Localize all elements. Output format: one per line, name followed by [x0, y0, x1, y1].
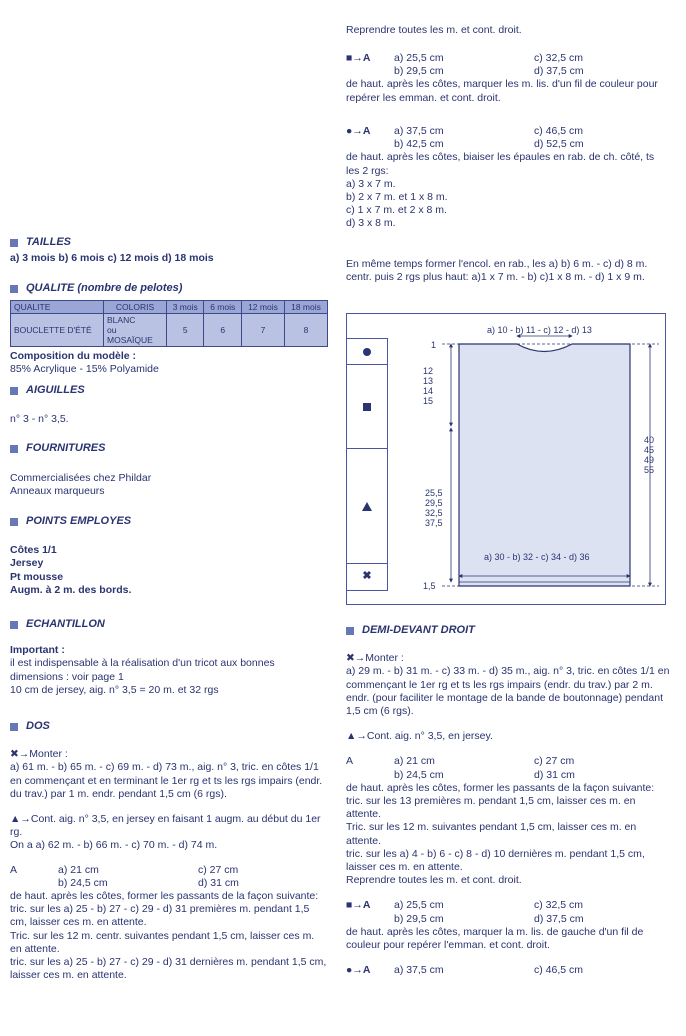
section-heading: TAILLES — [10, 236, 328, 249]
stitch-count: On a a) 62 m. - b) 66 m. - c) 70 m. - d) 74 m. — [10, 839, 218, 852]
measure-value: a) 21 cm — [394, 755, 435, 768]
yarn-name-cell: BOUCLETTE D'ÉTÉ — [11, 314, 104, 347]
instruction-text: de haut. après les côtes, marquer les m. lis. d'un fil de couleur pour repérer les emman. et cont. droit. — [346, 78, 658, 104]
armhole-value: 14 — [423, 386, 434, 396]
square-arrow-marker: ■→A — [346, 52, 371, 64]
lower-value: 37,5 — [425, 518, 443, 528]
gauge-text: 10 cm de jersey, aig. n° 3,5 = 20 m. et 32 rgs — [10, 683, 219, 696]
bullet-square-icon — [10, 518, 18, 526]
demi-devant-section — [346, 624, 670, 977]
supplies-line: Anneaux marqueurs — [10, 485, 105, 498]
yarn-table — [10, 300, 328, 347]
bullet-square-icon — [10, 239, 18, 247]
stitch-item: Pt mousse — [10, 570, 64, 583]
supplies-line: Commercialisées chez Phildar — [10, 472, 152, 485]
gauge-text: il est indispensable à la réalisation d'un tricot aux bonnes dimensions : voir page 1 — [10, 657, 275, 683]
header-cell: 12 mois — [241, 301, 284, 314]
bullet-square-icon — [10, 723, 18, 731]
header-cell: QUALITE — [11, 301, 104, 314]
square-arrow-marker: ■→A — [346, 899, 371, 912]
shoulder-step: a) 3 x 7 m. — [346, 177, 396, 190]
section-heading: QUALITE (nombre de pelotes) — [10, 282, 328, 295]
measure-marker: A — [346, 755, 354, 768]
measurement-grid — [346, 899, 670, 925]
measure-value: c) 32,5 cm — [534, 52, 584, 64]
points-section — [10, 515, 328, 597]
sizes-line: a) 3 mois b) 6 mois c) 12 mois d) 18 mois — [10, 252, 214, 265]
table-header-row — [11, 301, 328, 314]
stitch-item: Côtes 1/1 — [10, 544, 57, 557]
section-heading: DEMI-DEVANT DROIT — [346, 624, 670, 637]
measure-value: a) 37,5 cm — [394, 125, 444, 137]
fournitures-section — [10, 442, 328, 499]
resume-text: Reprendre toutes les m. et cont. droit. — [346, 874, 522, 887]
aiguilles-section — [10, 384, 328, 426]
stitch-item: Jersey — [10, 557, 44, 570]
count-cell: 6 — [204, 314, 241, 347]
height-value: 55 — [644, 465, 655, 475]
count-cell: 8 — [284, 314, 327, 347]
count-cell: 5 — [167, 314, 204, 347]
measurement-grid — [10, 864, 328, 890]
header-cell: COLORIS — [104, 301, 167, 314]
tailles-section — [10, 236, 328, 265]
armhole-values — [423, 366, 433, 406]
measure-value: c) 27 cm — [534, 755, 575, 768]
measurement-grid — [346, 52, 670, 78]
cast-on-text: a) 29 m. - b) 31 m. - c) 33 m. - d) 35 m., aig. n° 3, tric. en côtes 1/1 en commençant le 1er rg et ts les rgs impairs (endr. du trav.) par 2 m. endr. (pour faciliter le montage de la bande de boutonnage) pendant 1,5 cm (6 rgs). — [346, 665, 670, 718]
height-value: 45 — [644, 445, 655, 455]
bullet-square-icon — [10, 387, 18, 395]
instruction-text: tric. sur les a) 25 - b) 27 - c) 29 - d) 31 dernières m. pendant 1,5 cm, laisser ces m. en attente. — [10, 956, 327, 982]
section-heading: DOS — [10, 720, 328, 733]
instruction-text: Tric. sur les 12 m. suivantes pendant 1,5 cm, laisser ces m. en attente. — [346, 821, 637, 847]
neck-depth-label: 1 — [431, 340, 437, 350]
lower-value: 25,5 — [425, 488, 443, 498]
measure-block-1 — [346, 52, 670, 105]
measure-value: d) 37,5 cm — [534, 65, 584, 78]
measure-value: a) 25,5 cm — [394, 899, 444, 912]
bullet-square-icon — [10, 621, 18, 629]
continue-text: ▲→Cont. aig. n° 3,5, en jersey en faisant 1 augm. au début du 1er rg. — [10, 813, 321, 839]
measure-value: d) 31 cm — [534, 768, 575, 781]
measurement-grid — [346, 964, 670, 977]
neckline-text: En même temps former l'encol. en rab., les a) b) 6 m. - c) d) 8 m. centr. puis 2 rgs plus haut: a)1 x 7 m. - b) c)1 x 8 m. - d) 1 x 9 m. — [346, 258, 648, 284]
instruction-text: tric. sur les a) 4 - b) 6 - c) 8 - d) 10 dernières m. pendant 1,5 cm, laisser ces m. en attente. — [346, 847, 645, 874]
height-value: 40 — [644, 435, 655, 445]
measure-value: a) 25,5 cm — [394, 52, 444, 64]
shoulder-step: c) 1 x 7 m. et 2 x 8 m. — [346, 204, 447, 217]
measure-marker: A — [10, 863, 18, 876]
resume-text: Reprendre toutes les m. et cont. droit. — [346, 24, 522, 36]
circle-arrow-marker: ●→A — [346, 964, 371, 977]
header-cell: 3 mois — [167, 301, 204, 314]
qualite-section — [10, 282, 328, 377]
count-cell: 7 — [241, 314, 284, 347]
section-heading: AIGUILLES — [10, 384, 328, 397]
table-row — [11, 314, 328, 347]
measurement-grid — [346, 755, 670, 781]
section-heading: ECHANTILLON — [10, 618, 328, 631]
composition-title: Composition du modèle : — [10, 350, 136, 363]
measure-value: c) 46,5 cm — [534, 125, 584, 137]
lower-value: 29,5 — [425, 498, 443, 508]
measure-value: c) 27 cm — [198, 863, 239, 876]
width-label: a) 30 - b) 32 - c) 34 - d) 36 — [484, 552, 590, 562]
cast-on-label: ✖→Monter : — [346, 652, 404, 665]
measure-value: b) 24,5 cm — [58, 876, 108, 889]
section-heading: FOURNITURES — [10, 442, 328, 455]
color-cell: BLANC ou MOSAÏQUE — [104, 314, 167, 347]
garment-outline — [347, 314, 667, 606]
measure-value: b) 29,5 cm — [394, 65, 444, 78]
cast-on-text: a) 61 m. - b) 65 m. - c) 69 m. - d) 73 m., aig. n° 3, tric. en côtes 1/1 en commençant et en terminant le 1er rg et ts les rgs impairs (endr. du trav.) par 1 m. endr. pendant 1,5 cm (6 rgs). — [10, 761, 323, 800]
measurement-grid — [346, 125, 670, 151]
header-cell: 18 mois — [284, 301, 327, 314]
height-value: 49 — [644, 455, 655, 465]
measure-value: d) 37,5 cm — [534, 912, 584, 925]
measure-value: d) 31 cm — [198, 876, 239, 889]
header-cell: 6 mois — [204, 301, 241, 314]
measure-value: c) 32,5 cm — [534, 899, 584, 912]
bullet-square-icon — [10, 445, 18, 453]
measure-value: a) 37,5 cm — [394, 964, 444, 977]
instruction-text: de haut. après les côtes, biaiser les épaules en rab. de ch. côté, ts les 2 rgs: — [346, 151, 655, 177]
measure-value: b) 29,5 cm — [394, 912, 444, 925]
instruction-text: de haut. après les côtes, former les passants de la façon suivante: tric. sur les a) 25 - b) 27 - c) 29 - d) 31 premières m. pendant 1,5 cm, laisser ces m. en attente. — [10, 890, 319, 929]
important-label: Important : — [10, 644, 65, 657]
measure-value: a) 21 cm — [58, 863, 99, 876]
measure-value: d) 52,5 cm — [534, 138, 584, 151]
measure-value: c) 46,5 cm — [534, 964, 584, 977]
schematic-diagram — [346, 313, 666, 605]
echantillon-section — [10, 618, 328, 697]
neck-width-label: a) 10 - b) 11 - c) 12 - d) 13 — [487, 325, 592, 335]
instruction-text: de haut. après les côtes, former les passants de la façon suivante: tric. sur les 13 premières m. pendant 1,5 cm, laisser ces m. en attente. — [346, 781, 655, 821]
circle-arrow-marker: ●→A — [346, 125, 371, 137]
measure-block-2 — [346, 125, 670, 231]
composition-text: 85% Acrylique - 15% Polyamide — [10, 363, 159, 376]
needles-text: n° 3 - n° 3,5. — [10, 413, 69, 426]
dos-section — [10, 720, 328, 982]
section-heading: POINTS EMPLOYES — [10, 515, 328, 528]
bullet-square-icon — [10, 285, 18, 293]
rib-height-label: 1,5 — [423, 581, 436, 591]
bullet-square-icon — [346, 627, 354, 635]
shoulder-step: b) 2 x 7 m. et 1 x 8 m. — [346, 191, 448, 204]
stitch-item: Augm. à 2 m. des bords. — [10, 583, 132, 596]
lower-values — [425, 488, 443, 528]
shoulder-step: d) 3 x 8 m. — [346, 217, 396, 230]
armhole-value: 13 — [423, 376, 434, 386]
cast-on-label: ✖→Monter : — [10, 748, 68, 761]
armhole-value: 15 — [423, 396, 434, 406]
cross-icon: ✖ — [362, 570, 372, 583]
height-values — [644, 435, 654, 475]
instruction-text: de haut. après les côtes, marquer la m. lis. de gauche d'un fil de couleur pour repérer l'emman. et cont. droit. — [346, 925, 644, 952]
instruction-text: Tric. sur les 12 m. centr. suivantes pendant 1,5 cm, laisser ces m. en attente. — [10, 929, 315, 955]
measure-value: b) 42,5 cm — [394, 138, 444, 151]
continue-text: ▲→Cont. aig. n° 3,5, en jersey. — [346, 730, 493, 743]
armhole-value: 12 — [423, 366, 434, 376]
lower-value: 32,5 — [425, 508, 443, 518]
measure-value: b) 24,5 cm — [394, 768, 444, 781]
